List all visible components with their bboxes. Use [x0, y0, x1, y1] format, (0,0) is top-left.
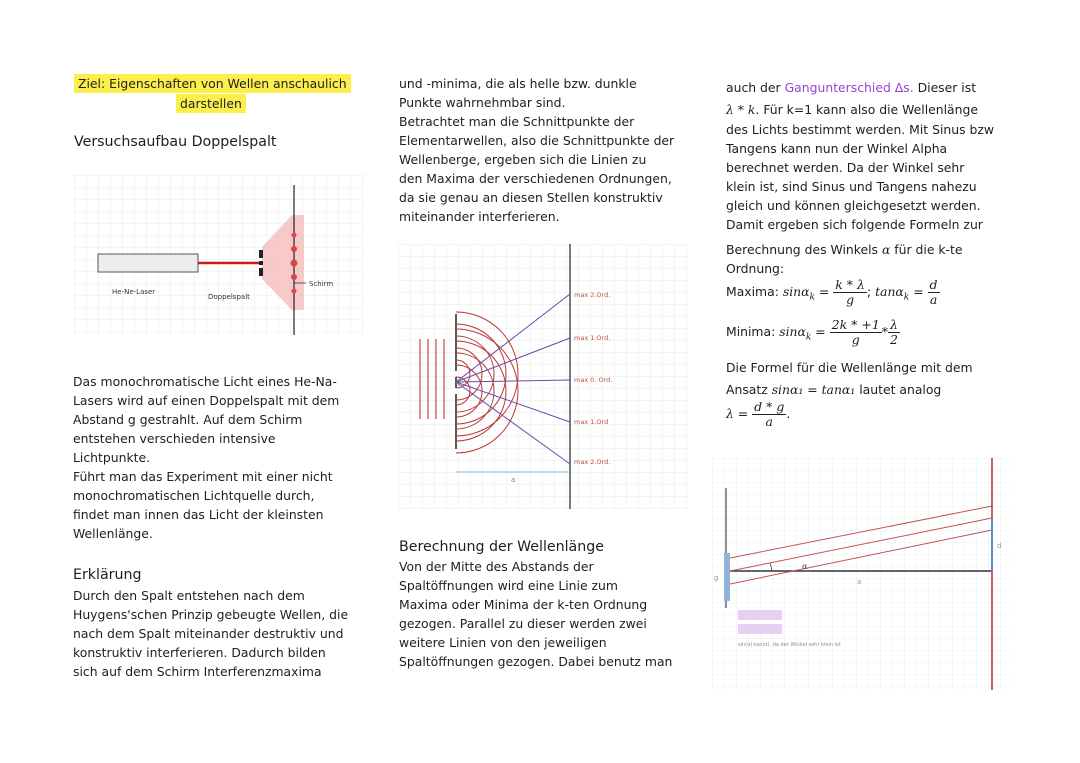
text-line: gezogen. Parallel zu dieser werden zwei	[399, 616, 647, 631]
math-span: tanα	[875, 284, 904, 299]
text-line: Durch den Spalt entstehen nach dem	[73, 588, 305, 603]
setup-heading: Versuchsaufbau Doppelspalt	[74, 134, 277, 150]
denominator: g	[851, 332, 860, 347]
text-line: den Maxima der verschiedenen Ordnungen,	[399, 171, 672, 186]
label-g: g	[714, 574, 719, 582]
math-span: *	[881, 324, 888, 339]
goal-title-line1: Ziel: Eigenschaften von Wellen anschaulich	[74, 74, 351, 93]
label-g: g	[456, 378, 461, 386]
label-max-1-bottom: max 1.Ord	[574, 418, 609, 426]
goal-title-line2: darstellen	[176, 94, 246, 113]
angle-geometry-figure	[712, 458, 1012, 690]
lambda-formula: λ = $\frac{d * g}{a}$ .	[726, 399, 791, 429]
text-line: miteinander interferieren.	[399, 209, 560, 224]
text-line: berechnet werden. Da der Winkel sehr	[726, 160, 965, 175]
explanation-heading: Erklärung	[73, 567, 142, 583]
math-span: sinα	[782, 284, 810, 299]
label-slit: Doppelspalt	[208, 293, 250, 301]
formula-intro-line: Die Formel für die Wellenlänge mit dem	[726, 360, 973, 375]
text-line: Von der Mitte des Abstands der	[399, 559, 594, 574]
text-line: Huygens'schen Prinzip gebeugte Wellen, die	[73, 607, 349, 622]
math-span: ;	[866, 284, 876, 299]
text-line: Wellenberge, ergeben sich die Linien zu	[399, 152, 647, 167]
text-span: Ansatz	[726, 382, 772, 397]
label-max-0: max 0. Ord.	[574, 376, 613, 384]
label-max-2-bottom: max 2.Ord.	[574, 458, 611, 466]
text-line: sich auf dem Schirm Interferenzmaxima	[73, 664, 322, 679]
text-line: Spaltöffnungen gezogen. Dabei benutz man	[399, 654, 673, 669]
text-line: entstehen verschieden intensive	[73, 431, 276, 446]
math-sub: k	[809, 292, 815, 303]
fraction	[833, 278, 867, 307]
calc-heading: Berechnung der Wellenlänge	[399, 539, 604, 555]
text-span: Berechnung des Winkels	[726, 242, 882, 257]
text-line: klein ist, sind Sinus und Tangens nahezu	[726, 179, 977, 194]
goal-title	[74, 74, 351, 93]
math-span: sinα	[779, 324, 806, 339]
numerator: d	[929, 277, 938, 292]
col3-line-2	[726, 100, 978, 119]
label-max-2-top: max 2.Ord.	[574, 291, 611, 299]
math-span: sinα₁ = tanα₁	[771, 382, 856, 397]
text-span: lautet analog	[855, 382, 942, 397]
denominator: 2	[889, 332, 898, 347]
interference-figure	[398, 244, 688, 509]
text-line: weitere Linien von den jeweiligen	[399, 635, 607, 650]
label-max-1-top: max 1.Ord.	[574, 334, 611, 342]
text-line: konstruktiv interferieren. Dadurch bilden	[73, 645, 326, 660]
label-alpha: α	[802, 562, 808, 571]
numerator: λ	[888, 318, 900, 333]
text-line: Elementarwellen, also die Schnittpunkte der	[399, 133, 675, 148]
text-span: für die k-te	[890, 242, 963, 257]
denominator: a	[765, 414, 773, 429]
math-span: λ =	[726, 406, 753, 421]
math-span: =	[814, 284, 834, 299]
fraction	[888, 318, 900, 347]
text-line: da sie genau an diesen Stellen konstruktiv	[399, 190, 663, 205]
denominator: a	[929, 292, 938, 307]
math-sub: k	[903, 292, 910, 303]
minima-formula	[726, 318, 900, 347]
gangunterschied-term: Gangunterschied Δs.	[784, 80, 914, 95]
text-line: gleich und können gleichgesetzt werden.	[726, 198, 981, 213]
text-line: und -minima, die als helle bzw. dunkle	[399, 76, 637, 91]
text-span: auch der	[726, 80, 785, 95]
text-line: Maxima oder Minima der k-ten Ordnung	[399, 597, 648, 612]
angle-line	[726, 240, 963, 259]
maxima-formula	[726, 278, 940, 307]
goal-title-2	[176, 94, 246, 113]
math-span: =	[909, 284, 928, 299]
text-line: Das monochromatische Licht eines He-Na-	[73, 374, 337, 389]
text-line: Punkte wahrnehmbar sind.	[399, 95, 566, 110]
label-laser: He-Ne-Laser	[112, 288, 156, 296]
math-span: α	[881, 242, 891, 257]
text-line: monochromatischen Lichtquelle durch,	[73, 488, 315, 503]
text-line: Lichtpunkte.	[73, 450, 151, 465]
fraction	[928, 278, 940, 307]
text-line: Betrachtet man die Schnittpunkte der	[399, 114, 635, 129]
text-span: Dieser ist	[913, 80, 977, 95]
math-span: λ * k.	[726, 102, 760, 117]
label-small-note: sin(α)-tan(α), da der Winkel sehr klein ist.	[738, 642, 843, 648]
text-line: Abstand g gestrahlt. Auf dem Schirm	[73, 412, 303, 427]
numerator: d * g	[754, 399, 785, 414]
math-span: =	[811, 324, 830, 339]
text-line: findet man innen das Licht der kleinsten	[73, 507, 324, 522]
text-line: Tangens kann nun der Winkel Alpha	[726, 141, 948, 156]
minima-label: Minima:	[726, 324, 780, 339]
label-screen: Schirm	[309, 280, 334, 288]
double-slit-setup-figure	[74, 175, 364, 335]
text-line: Lasers wird auf einen Doppelspalt mit dem	[73, 393, 340, 408]
text-line: Führt man das Experiment mit einer nicht	[73, 469, 333, 484]
math-sub: k	[805, 332, 812, 343]
ordnung-line: Ordnung:	[726, 261, 785, 276]
denominator: g	[846, 292, 855, 307]
text-line: Damit ergeben sich folgende Formeln zur	[726, 217, 983, 232]
numerator: k * λ	[835, 277, 865, 292]
text-line: des Lichts bestimmt werden. Mit Sinus bzw	[726, 122, 995, 137]
ansatz-line	[726, 380, 941, 399]
label-a: a	[511, 476, 516, 484]
text-line: nach dem Spalt miteinander destruktiv und	[73, 626, 344, 641]
label-d: d	[997, 542, 1002, 550]
text-line: Spaltöffnungen wird eine Linie zum	[399, 578, 618, 593]
label-a: a	[857, 578, 862, 586]
text-span: Für k=1 kann also die Wellenlänge	[759, 102, 978, 117]
text-line: Wellenlänge.	[73, 526, 153, 541]
fraction	[752, 400, 786, 429]
col3-line-1	[726, 78, 976, 97]
maxima-label: Maxima:	[726, 284, 783, 299]
numerator: 2k * +1	[831, 317, 880, 332]
fraction	[830, 318, 882, 347]
